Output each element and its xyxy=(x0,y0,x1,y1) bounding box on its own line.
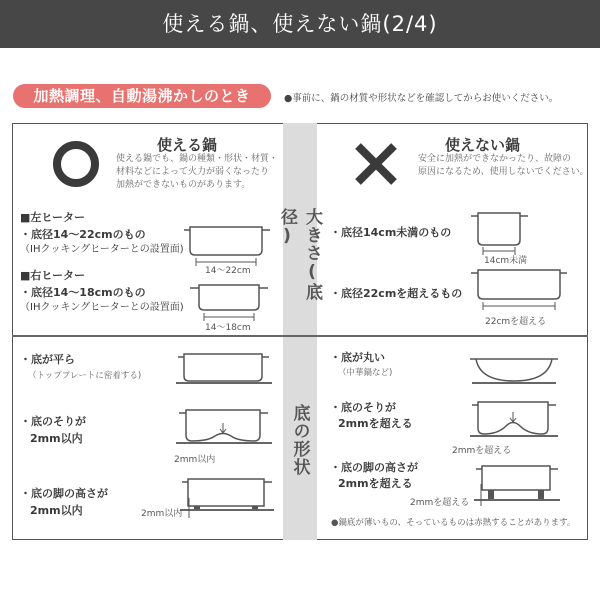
row-divider xyxy=(12,335,588,337)
legs-ok-line1: ・底の脚の高さが xyxy=(20,487,108,500)
curve-ok-line2: 2mm以内 xyxy=(30,432,83,445)
size-ng-small-dimension: 14cm未満 xyxy=(484,256,528,266)
legs-ng-line1: ・底の脚の高さが xyxy=(330,461,418,474)
cross-icon xyxy=(352,140,400,188)
unusable-description: 安全に加熱ができなかったり、故障の 原因になるため、使用しないでください。 xyxy=(418,154,589,177)
size-ng-small-label: ・底径14cm未満のもの xyxy=(330,226,452,239)
legged-pot-ng-illustration xyxy=(474,462,564,512)
usable-description: 使える鍋でも、鍋の種類・形状・材質・ 材料などによって火力が弱くなったり 加熱ができないものがあります。 xyxy=(116,154,279,190)
size-ng-large-label: ・底径22cmを超えるもの xyxy=(330,287,463,300)
section-pill: 加熱調理、自動湯沸かしのとき xyxy=(13,84,271,108)
shape-label: 底の形状 xyxy=(289,404,310,476)
legs-ng-dimension: 2mmを超える xyxy=(410,498,470,508)
curve-ok-line1: ・底のそりが xyxy=(20,415,86,428)
right-heater-dimension: 14～18cm xyxy=(205,323,251,333)
legged-pot-ok-illustration xyxy=(180,474,276,524)
left-heater-line2: （IHクッキングヒーターとの設置面) xyxy=(20,244,184,255)
curved-pot-ok-illustration xyxy=(176,405,276,455)
legs-ok-dimension: 2mm以内 xyxy=(141,509,183,519)
left-heater-line1: ・底径14～22cmのもの xyxy=(20,228,146,241)
legs-ng-line2: 2mmを超える xyxy=(338,477,413,490)
unusable-heading: 使えない鍋 xyxy=(445,136,521,154)
flat-pot-illustration xyxy=(176,350,276,390)
circle-icon xyxy=(53,141,99,187)
flat-bottom-sub: （トッププレートに密着する) xyxy=(28,371,142,381)
round-bottom-sub: （中華鍋など) xyxy=(338,368,393,378)
section-note: ●事前に、鍋の材質や形状などを確認してからお使いください。 xyxy=(284,93,559,104)
flat-bottom-label: ・底が平ら xyxy=(20,353,75,366)
right-heater-line2: （IHクッキングヒーターとの設置面) xyxy=(20,302,184,313)
left-heater-title: ■左ヒーター xyxy=(20,211,85,224)
bottom-note: ●鍋底が薄いもの、そっているものは赤熱することがあります。 xyxy=(331,518,576,528)
curve-ok-dimension: 2mm以内 xyxy=(174,455,216,465)
curve-ng-dimension: 2mmを超える xyxy=(452,446,512,456)
right-heater-line1: ・底径14～18cmのもの xyxy=(20,286,146,299)
size-label: 大きさ(底径) xyxy=(277,208,322,301)
size-ng-large-dimension: 22cmを超える xyxy=(485,317,547,327)
curve-ng-line2: 2mmを超える xyxy=(338,417,413,430)
round-pot-illustration xyxy=(470,355,560,390)
pot-large-illustration xyxy=(468,266,570,321)
usable-heading: 使える鍋 xyxy=(157,136,218,154)
curve-ng-line1: ・底のそりが xyxy=(330,401,396,414)
curved-pot-ng-illustration xyxy=(470,398,560,443)
page-title: 使える鍋、使えない鍋(2/4) xyxy=(0,0,600,48)
left-heater-dimension: 14～22cm xyxy=(205,266,251,276)
right-heater-title: ■右ヒーター xyxy=(20,269,85,282)
legs-ok-line2: 2mm以内 xyxy=(30,504,83,517)
round-bottom-label: ・底が丸い xyxy=(330,351,385,364)
